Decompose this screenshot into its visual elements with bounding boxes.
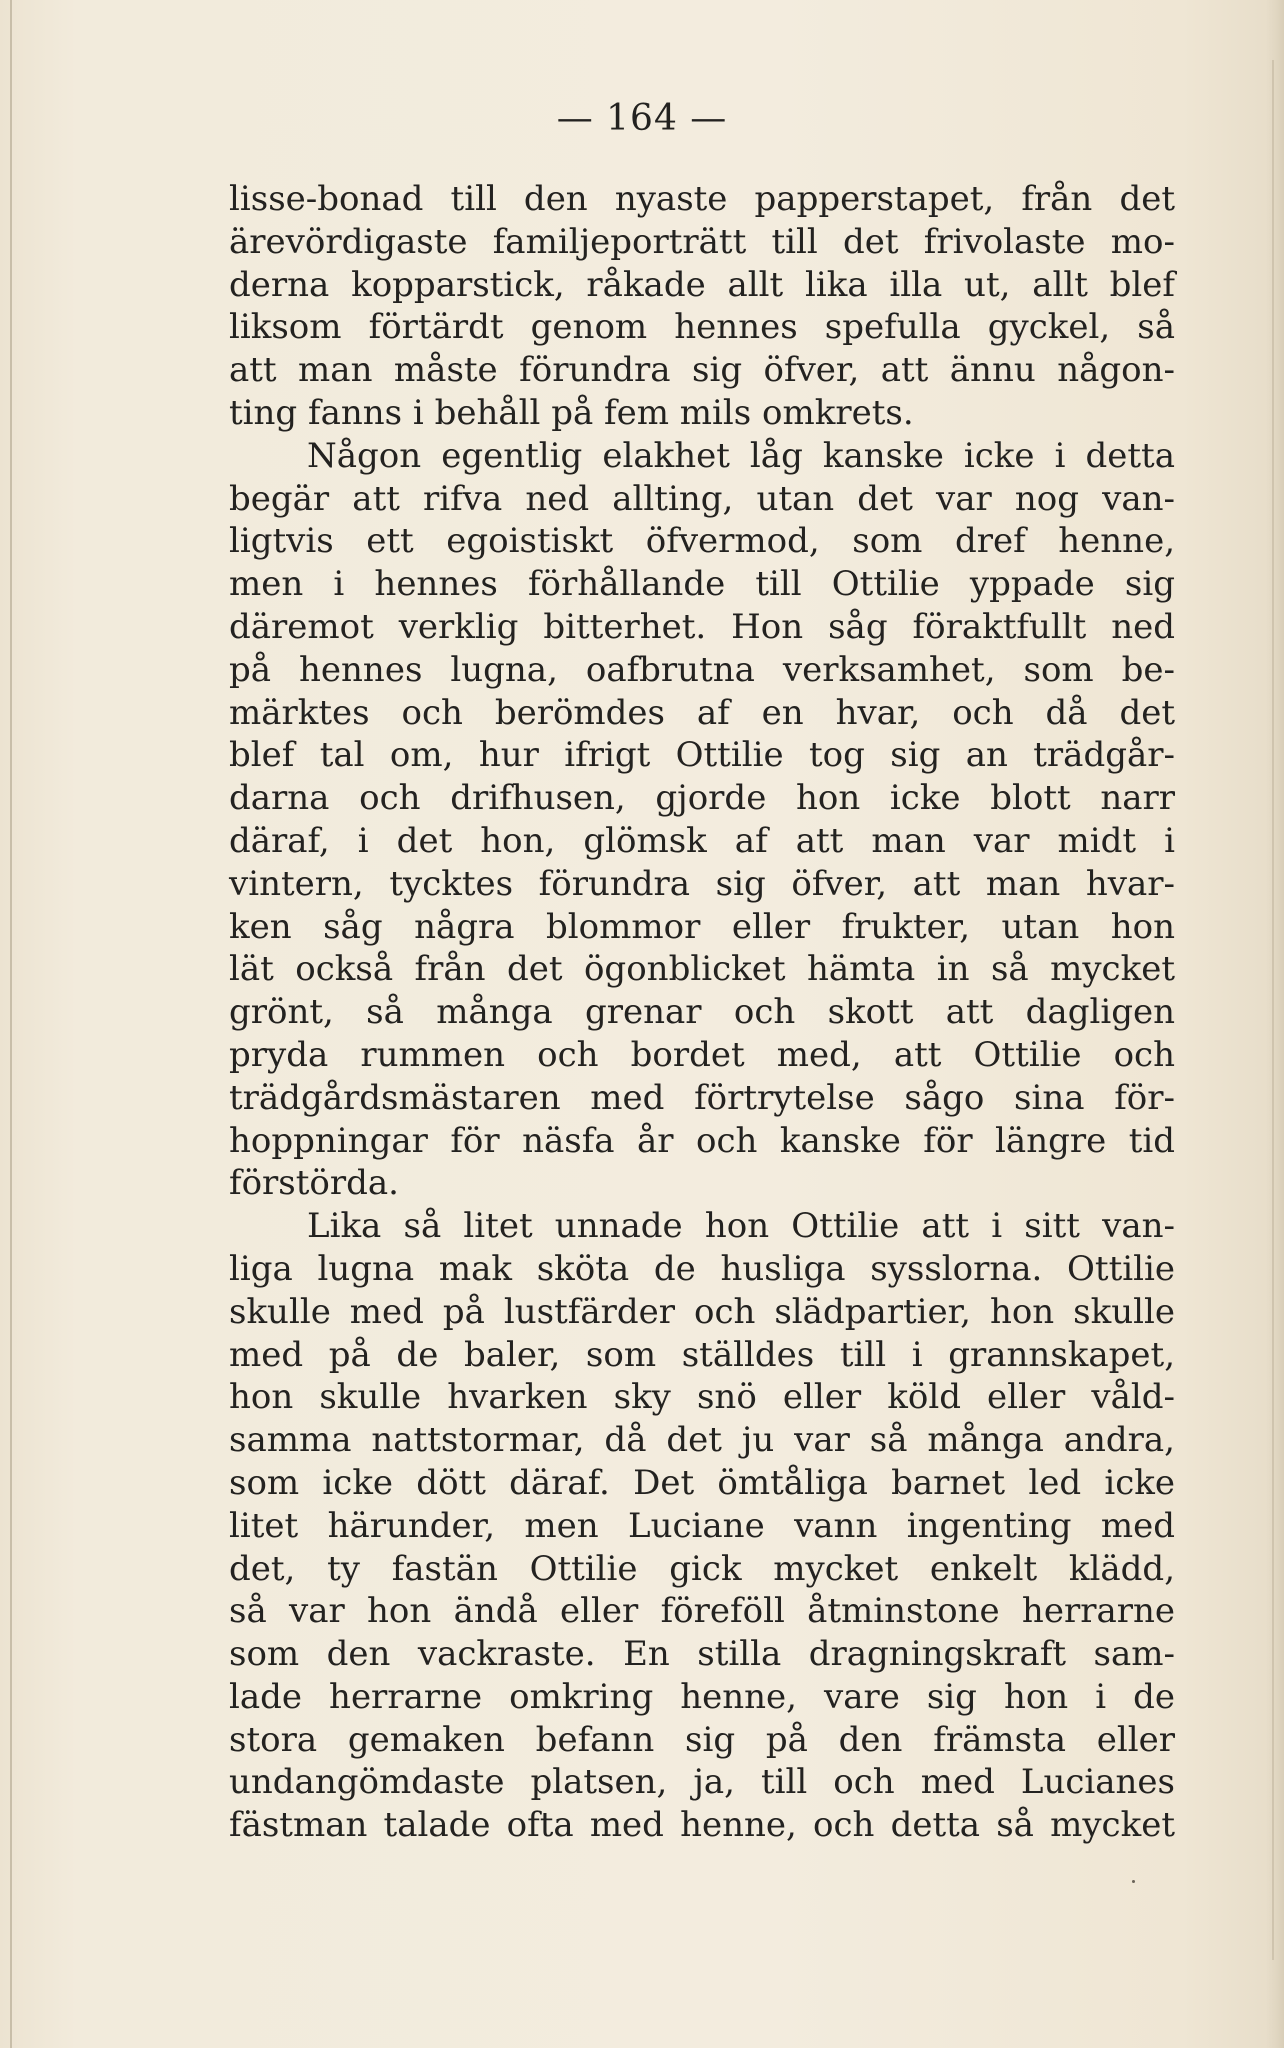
text-line: däraf, i det hon, glömsk af att man var midt i [229,820,1175,861]
text-line: hon skulle hvarken sky snö eller köld eller våld- [229,1377,1175,1418]
text-line: derna kopparstick, råkade allt lika illa ut, allt blef [229,264,1175,305]
text-line: lisse-bonad till den nyaste papperstapet, från det [229,179,1175,219]
text-line: litet härunder, men Luciane vann ingenting med [229,1505,1175,1546]
text-line: undangömdaste platsen, ja, till och med Lucianes [229,1762,1175,1803]
text-line: märktes och berömdes af en hvar, och då det [229,692,1175,733]
text-line: grönt, så många grenar och skott att dagligen [229,992,1175,1033]
text-line: ligtvis ett egoistiskt öfvermod, som dref henne, [229,521,1175,562]
paragraph-start-line: Lika så litet unnade hon Ottilie att i sitt van- [307,1206,1175,1247]
text-line: som icke dött däraf. Det ömtåliga barnet led icke [229,1462,1175,1503]
text-line: ting fanns i behåll på fem mils omkrets. [229,392,914,433]
text-line: med på de baler, som ställdes till i grannskapet, [229,1334,1175,1375]
text-line: lade herrarne omkring henne, vare sig hon i de [229,1676,1175,1717]
paragraph-start-line: Någon egentlig elakhet låg kanske icke i detta [307,435,1175,476]
page-right-shadow [1266,0,1284,2048]
text-line: vintern, tycktes förundra sig öfver, att man hvar- [229,863,1175,904]
text-line: hoppningar för näsfa år och kanske för längre tid [229,1120,1175,1161]
text-line: ken såg några blommor eller frukter, utan hon [229,906,1175,947]
text-line: samma nattstormar, då det ju var så många andra, [229,1420,1175,1461]
page-right-edge [1272,60,1274,1960]
text-line: så var hon ändå eller föreföll åtminstone herrarne [229,1591,1175,1632]
text-line: blef tal om, hur ifrigt Ottilie tog sig an trädgår- [229,735,1175,776]
text-line: ärevördigaste familjeporträtt till det frivolaste mo- [229,221,1175,262]
text-line: pryda rummen och bordet med, att Ottilie och [229,1034,1175,1075]
page-number: — 164 — [556,98,728,139]
text-line: liksom förtärdt genom hennes spefulla gyckel, så [229,307,1175,348]
page-left-edge [10,0,12,2048]
text-line: liga lugna mak sköta de husliga sysslorna. Ottilie [229,1248,1175,1289]
text-line: skulle med på lustfärder och slädpartier, hon skulle [229,1291,1175,1332]
text-line: på hennes lugna, oafbrutna verksamhet, som be- [229,649,1175,690]
text-line: men i hennes förhållande till Ottilie yppade sig [229,564,1175,605]
text-line: som den vackraste. En stilla dragningskraft sam- [229,1634,1175,1675]
ink-speck [1132,1880,1135,1883]
text-line: det, ty fastän Ottilie gick mycket enkelt klädd, [229,1548,1175,1589]
text-line: fästman talade ofta med henne, och detta så mycket [229,1805,1175,1846]
text-line: trädgårdsmästaren med förtrytelse sågo sina för- [229,1077,1175,1118]
text-line: att man måste förundra sig öfver, att ännu någon- [229,350,1175,391]
text-line: däremot verklig bitterhet. Hon såg föraktfullt ned [229,606,1175,647]
body-text [229,178,1175,1847]
text-line: begär att rifva ned allting, utan det var nog van- [229,478,1175,519]
text-line: stora gemaken befann sig på den främsta eller [229,1719,1175,1760]
text-line: lät också från det ögonblicket hämta in så mycket [229,949,1175,990]
text-line: förstörda. [229,1163,399,1204]
text-line: darna och drifhusen, gjorde hon icke blott narr [229,778,1175,819]
